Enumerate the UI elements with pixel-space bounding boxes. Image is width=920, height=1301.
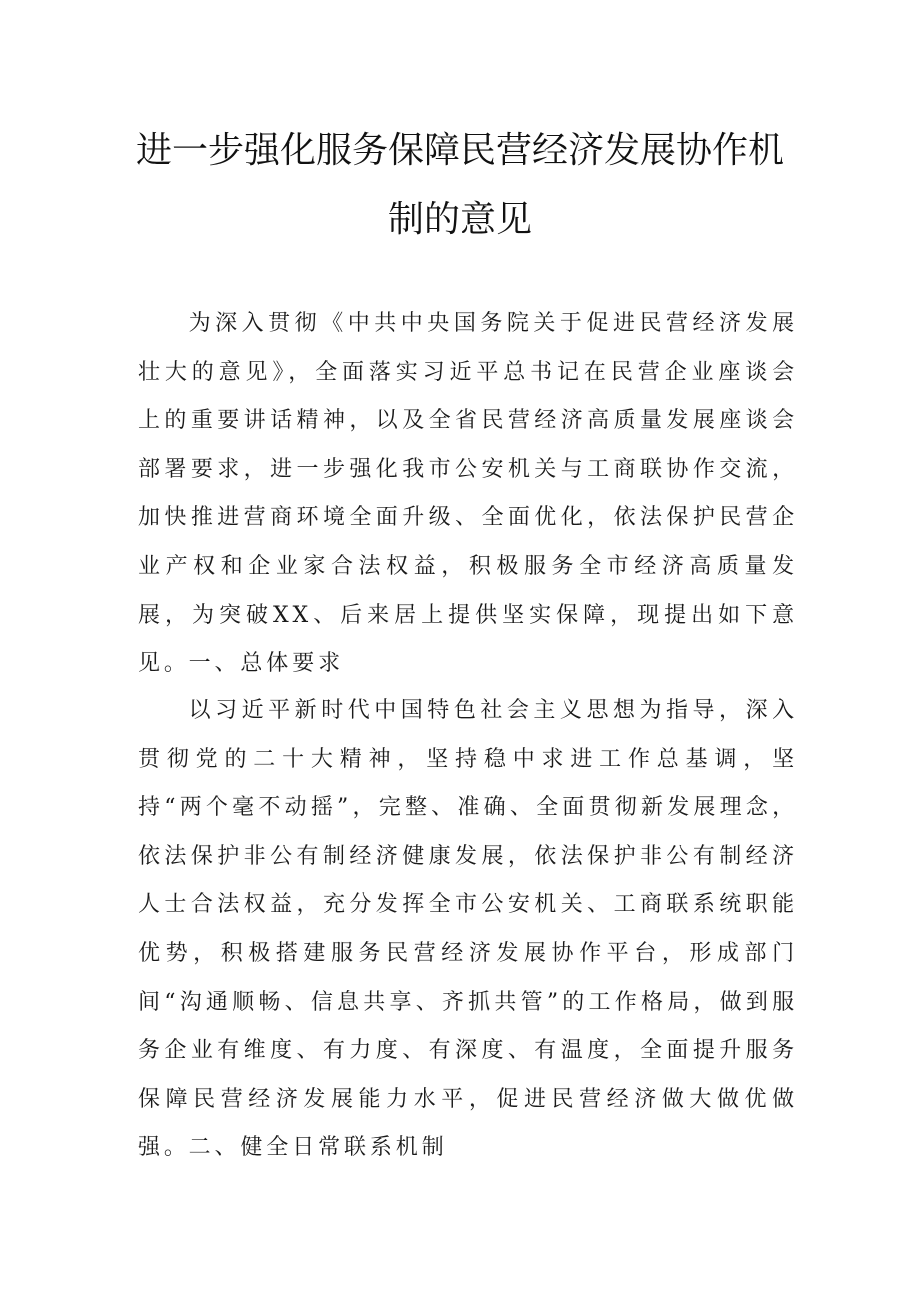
- section-heading-daily-liaison: 二、健全日常联系机制: [188, 1135, 448, 1160]
- intro-paragraph: 为深入贯彻《中共中央国务院关于促进民营经济发展壮大的意见》，全面落实习近平总书记在民营企业座谈会上的重要讲话精神，以及全省民营经济高质量发展座谈会部署要求，进一步强化我市公安机关与工商联协作交流，加快推进营商环境全面升级、全面优化，依法保护民营企业产权和企业家合法权益，积极服务全市经济高质量发展，为突破XX、后来居上提供坚实保障，现提出如下意见。: [138, 311, 798, 677]
- document-title-line-2: 制的意见: [387, 199, 532, 240]
- section-heading-general-requirements: 一、总体要求: [188, 651, 344, 676]
- document-title-line-1: 进一步强化服务保障民营经济发展协作机: [135, 130, 784, 171]
- general-requirements-paragraph: 以习近平新时代中国特色社会主义思想为指导，深入贯彻党的二十大精神，坚持稳中求进工作总基调，坚持“两个毫不动摇”，完整、准确、全面贯彻新发展理念，依法保护非公有制经济健康发展，依法保护非公有制经济人士合法权益，充分发挥全市公安机关、工商联系统职能优势，积极搭建服务民营经济发展协作平台，形成部门间“沟通顺畅、信息共享、齐抓共管”的工作格局，做到服务企业有维度、有力度、有深度、有温度，全面提升服务保障民营经济发展能力水平，促进民营经济做大做优做强。: [138, 698, 798, 1161]
